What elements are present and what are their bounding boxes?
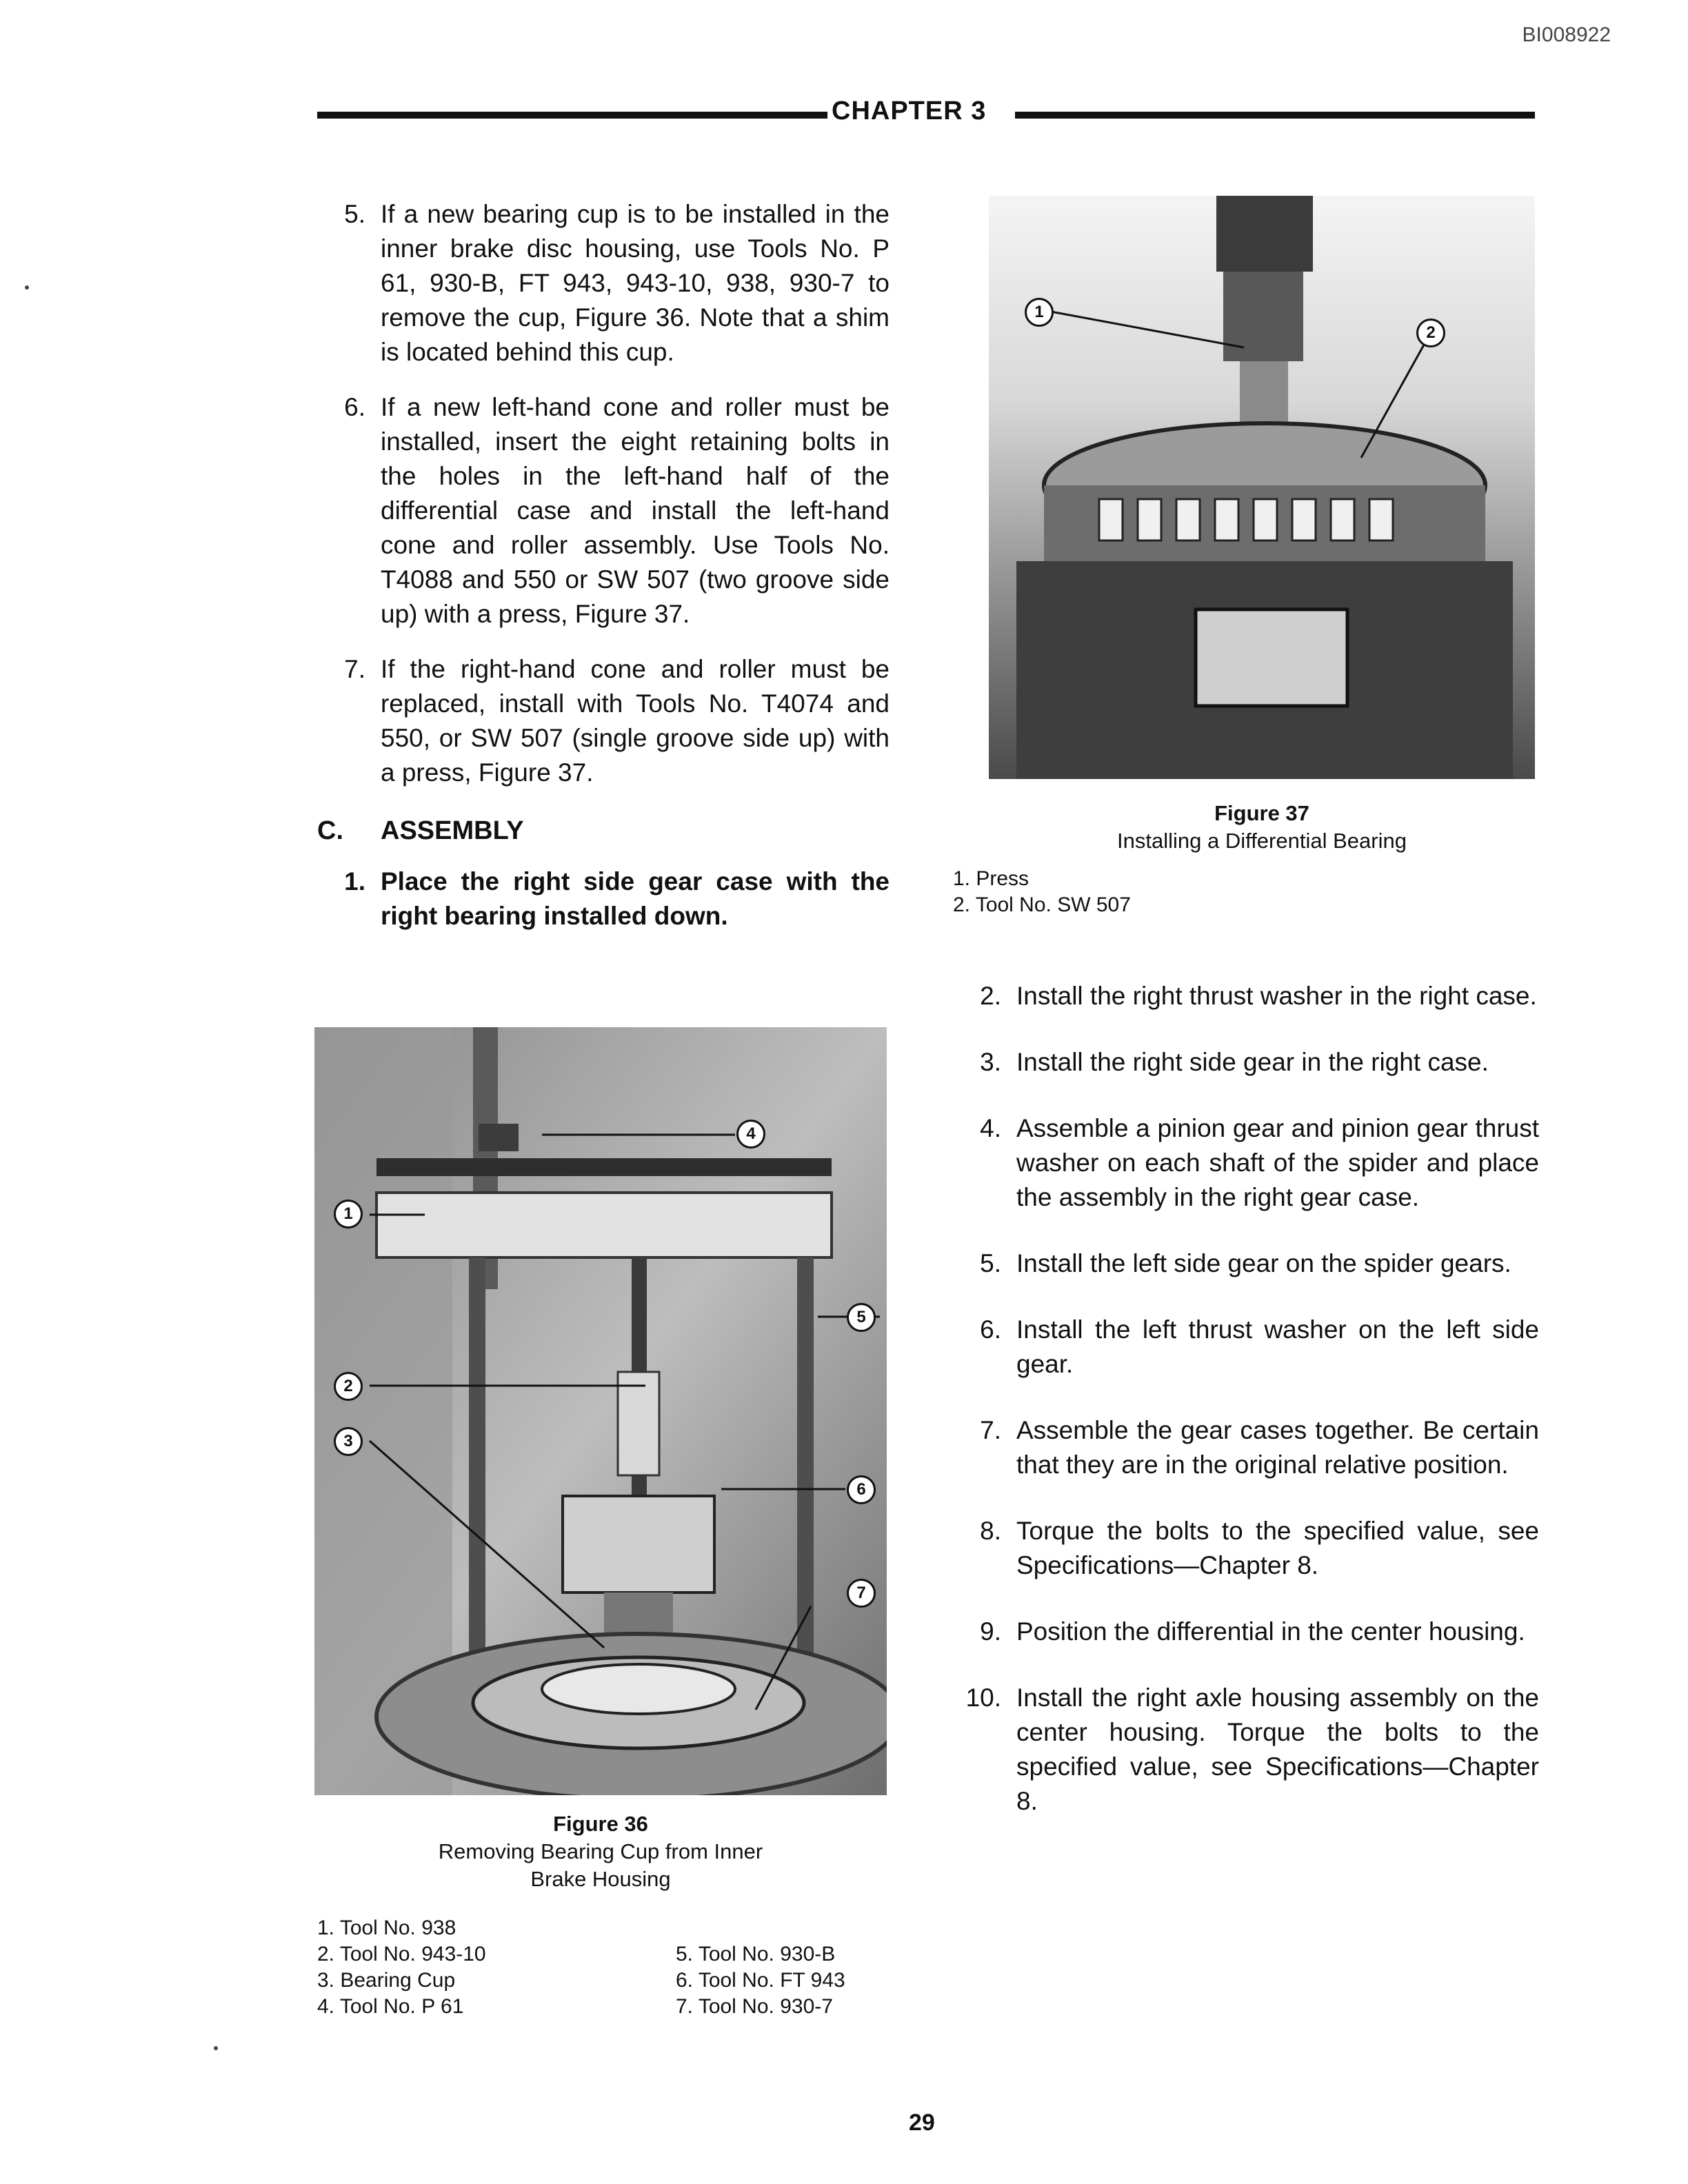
callout-3: 3 <box>334 1427 363 1456</box>
assembly-step-2 <box>953 979 1539 1013</box>
step-text: Install the right axle housing assembly on the center housing. Torque the bolts to the specified value, see Specifications—Chapter 8. <box>1016 1684 1539 1815</box>
callout-7: 7 <box>847 1579 876 1608</box>
step-number: 7. <box>980 1416 1001 1444</box>
right-column <box>953 979 1539 1819</box>
step-text: Install the right thrust washer in the right case. <box>1016 982 1537 1010</box>
step-number: 7. <box>344 655 365 683</box>
callout-2: 2 <box>334 1372 363 1401</box>
step-6 <box>317 390 890 631</box>
step-text: If a new bearing cup is to be installed in the inner brake disc housing, use Tools No. P 61, 930-B, FT 943, 943-10, 938, 930-7 to remove the cup, Figure 36. Note that a shim is located behind this cup. <box>381 200 890 366</box>
figure-37-legend <box>953 866 1131 918</box>
step-number: 10. <box>965 1684 1001 1712</box>
step-text: Torque the bolts to the specified value, see Specifications—Chapter 8. <box>1016 1517 1539 1579</box>
legend-item: 1. Press <box>953 867 1029 890</box>
assembly-step-3 <box>953 1045 1539 1080</box>
assembly-step-7 <box>953 1413 1539 1482</box>
assembly-step-1 <box>317 865 890 933</box>
figure-36-caption-line2: Brake Housing <box>530 1867 671 1891</box>
legend-item: 4. Tool No. P 61 <box>317 1995 464 2018</box>
step-number: 9. <box>980 1617 1001 1646</box>
figure-36-legend-right <box>676 1941 845 2020</box>
step-text: If the right-hand cone and roller must be replaced, install with Tools No. T4074 and 550, or SW 507 (single groove side up) with a press, Figure 37. <box>381 655 890 787</box>
assembly-step-8 <box>953 1514 1539 1583</box>
figure-36-legend-left <box>317 1915 486 2020</box>
assembly-step-5 <box>953 1246 1539 1281</box>
step-number: 3. <box>980 1048 1001 1076</box>
callout-6: 6 <box>847 1475 876 1504</box>
step-text: Assemble the gear cases together. Be certain that they are in the original relative position. <box>1016 1416 1539 1479</box>
legend-item: 2. Tool No. SW 507 <box>953 893 1131 916</box>
step-5 <box>317 197 890 370</box>
step-text: Install the left thrust washer on the left side gear. <box>1016 1315 1539 1378</box>
assembly-step-6 <box>953 1313 1539 1382</box>
legend-item: 1. Tool No. 938 <box>317 1917 456 1939</box>
step-text: If a new left-hand cone and roller must be installed, insert the eight retaining bolts in the holes in the left-hand half of the differential case and install the left-hand cone and roller assembly. Use Tools No. T4088 and 550 or SW 507 (two groove side up) with a press, Figure 37. <box>381 393 890 628</box>
chapter-header <box>317 97 1535 128</box>
step-text: Install the right side gear in the right case. <box>1016 1048 1489 1076</box>
figure-36-label: Figure 36 <box>553 1812 648 1836</box>
legend-item: 6. Tool No. FT 943 <box>676 1969 845 1992</box>
figure-36-caption-line1: Removing Bearing Cup from Inner <box>438 1839 763 1863</box>
assembly-step-4 <box>953 1111 1539 1215</box>
step-text: Install the left side gear on the spider gears. <box>1016 1249 1511 1277</box>
left-column <box>317 197 890 933</box>
figure-37-label: Figure 37 <box>1214 801 1309 825</box>
document-id: BI008922 <box>1522 23 1611 46</box>
callout-1: 1 <box>1025 298 1054 327</box>
assembly-step-10 <box>953 1681 1539 1819</box>
legend-item: 7. Tool No. 930-7 <box>676 1995 833 2018</box>
step-number: 8. <box>980 1517 1001 1545</box>
figure-37-caption-text: Installing a Differential Bearing <box>1117 829 1407 853</box>
step-text: Place the right side gear case with the right bearing installed down. <box>381 867 890 930</box>
section-title: ASSEMBLY <box>381 816 524 845</box>
figure-37-illustration <box>989 196 1535 779</box>
legend-item: 2. Tool No. 943-10 <box>317 1943 486 1965</box>
step-number: 2. <box>980 982 1001 1010</box>
callout-5: 5 <box>847 1303 876 1332</box>
step-7 <box>317 652 890 790</box>
assembly-step-9 <box>953 1615 1539 1649</box>
callout-2: 2 <box>1416 318 1445 347</box>
step-number: 1. <box>344 867 365 896</box>
chapter-rule-left <box>317 112 827 119</box>
chapter-title: CHAPTER 3 <box>832 97 987 125</box>
figure-37-photo <box>989 196 1535 779</box>
legend-item: 3. Bearing Cup <box>317 1969 456 1992</box>
callout-1: 1 <box>334 1200 363 1228</box>
figure-36-caption <box>314 1810 887 1893</box>
section-letter: C. <box>317 816 343 845</box>
step-number: 5. <box>344 200 365 228</box>
step-number: 6. <box>980 1315 1001 1344</box>
step-text: Assemble a pinion gear and pinion gear thrust washer on each shaft of the spider and place the assembly in the right gear case. <box>1016 1114 1539 1211</box>
chapter-rule-right <box>1015 112 1535 119</box>
figure-36-photo <box>314 1027 887 1795</box>
figure-36-illustration <box>314 1027 887 1795</box>
scan-speck <box>25 285 29 290</box>
figure-37-caption <box>989 800 1535 855</box>
section-heading <box>317 813 890 848</box>
legend-item: 5. Tool No. 930-B <box>676 1943 836 1965</box>
callout-4: 4 <box>736 1120 765 1149</box>
step-number: 5. <box>980 1249 1001 1277</box>
scan-speck <box>214 2046 218 2050</box>
step-text: Position the differential in the center housing. <box>1016 1617 1525 1646</box>
page-number: 29 <box>909 2110 935 2136</box>
step-number: 6. <box>344 393 365 421</box>
step-number: 4. <box>980 1114 1001 1142</box>
